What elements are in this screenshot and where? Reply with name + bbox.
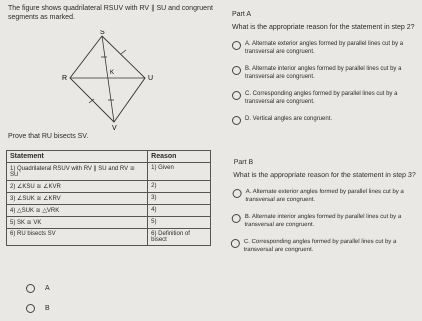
statement-cell: 5) SK ≅ VK: [7, 217, 148, 229]
radio-button[interactable]: [231, 239, 240, 248]
option-label: B: [45, 305, 50, 312]
radio-button[interactable]: [26, 304, 35, 313]
reason-cell: 4): [148, 205, 211, 217]
table-row: [7, 217, 211, 229]
vertex-label-u: U: [148, 75, 154, 82]
part-a-section: [232, 10, 417, 134]
reason-cell: 2): [148, 181, 211, 193]
radio-button[interactable]: [26, 284, 35, 293]
statement-cell: 1) Quadrilateral RSUV with RV ∥ SU and RV ≅ SU: [7, 163, 148, 181]
part-b-section: [230, 158, 419, 263]
part-a-option-a[interactable]: [232, 40, 417, 56]
option-text: Alternate exterior angles formed by parallel lines cut by a transversal are congruent.: [245, 189, 404, 203]
radio-button[interactable]: [232, 116, 241, 125]
bottom-option-b[interactable]: [26, 304, 50, 313]
part-b-question: What is the appropriate reason for the statement in step 3?: [233, 172, 416, 179]
option-letter: A.: [245, 41, 251, 47]
quadrilateral-outline: [70, 36, 145, 122]
option-letter: C.: [245, 91, 251, 97]
vertex-label-v: V: [112, 125, 117, 130]
option-label: A: [45, 285, 50, 292]
part-a-option-d[interactable]: [232, 115, 417, 125]
part-b-title: Part B: [233, 159, 254, 166]
part-a-option-b[interactable]: [232, 65, 417, 81]
option-letter: C.: [243, 239, 251, 245]
radio-button[interactable]: [232, 41, 241, 50]
radio-button[interactable]: [232, 91, 241, 100]
option-text: Alternate interior angles formed by parallel lines cut by a transversal are congruent.: [244, 214, 402, 228]
table-row: [7, 193, 211, 205]
radio-button[interactable]: [232, 214, 241, 223]
radio-button[interactable]: [232, 66, 241, 75]
table-row: [7, 229, 211, 246]
part-b-option-b[interactable]: [231, 213, 417, 229]
problem-intro: The figure shows quadrilateral RSUV with RV ∥ SU and congruent segments as marked.: [8, 5, 213, 21]
option-text: Corresponding angles formed by parallel lines cut by a transversal are congruent.: [243, 239, 397, 253]
reason-cell: 6) Definition of bisect: [148, 229, 211, 246]
option-text: Alternate exterior angles formed by parallel lines cut by a transversal are congruent.: [245, 41, 404, 55]
vertex-label-k: K: [110, 70, 115, 76]
prove-statement: Prove that RU bisects SV.: [8, 133, 89, 140]
tick-su: [121, 50, 126, 54]
statement-cell: 4) △SUK ≅ △VRK: [7, 205, 148, 217]
statement-cell: 2) ∠KSU ≅ ∠KVR: [7, 181, 148, 193]
reason-header: Reason: [148, 151, 211, 163]
option-letter: B.: [245, 66, 251, 72]
part-a-question: What is the appropriate reason for the statement in step 2?: [232, 24, 415, 31]
vertex-label-r: R: [62, 75, 68, 82]
reason-cell: 1) Given: [148, 163, 211, 181]
table-row: [7, 205, 211, 217]
statement-cell: 6) RU bisects SV: [7, 229, 148, 246]
part-a-title: Part A: [232, 11, 252, 18]
statement-header: Statement: [7, 151, 148, 163]
proof-table: [6, 150, 211, 246]
quadrilateral-figure: [60, 30, 170, 130]
option-text: Alternate interior angles formed by parallel lines cut by a transversal are congruent.: [245, 66, 402, 80]
diagonal-sv: [102, 36, 114, 122]
table-row: [7, 163, 211, 181]
option-letter: A.: [245, 189, 252, 195]
statement-cell: 3) ∠SUK ≅ ∠KRV: [7, 193, 148, 205]
radio-button[interactable]: [232, 189, 241, 198]
option-text: Vertical angles are congruent.: [252, 116, 333, 122]
reason-cell: 5): [148, 217, 211, 229]
option-letter: B.: [244, 214, 251, 220]
option-text: Corresponding angles formed by parallel lines cut by a transversal are congruent.: [245, 91, 398, 105]
option-letter: D.: [245, 116, 251, 122]
vertex-label-s: S: [100, 30, 105, 36]
part-a-option-c[interactable]: [232, 90, 417, 106]
part-b-option-c[interactable]: [230, 238, 416, 254]
bottom-option-a[interactable]: [26, 284, 50, 293]
reason-cell: 3): [148, 193, 211, 205]
table-row: [7, 181, 211, 193]
part-b-option-a[interactable]: [232, 188, 418, 204]
